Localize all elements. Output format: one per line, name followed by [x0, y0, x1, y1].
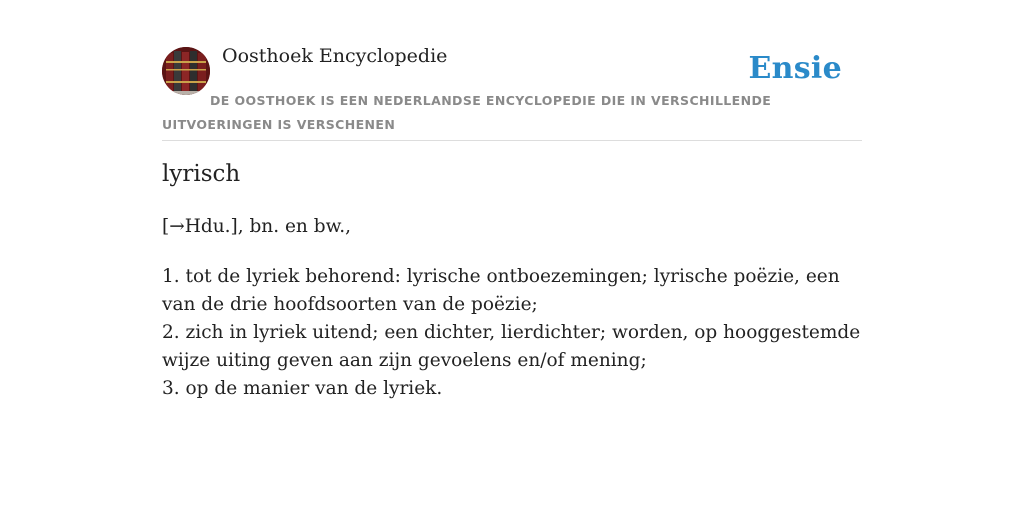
- entry-title: lyrisch: [162, 161, 241, 187]
- page-container: [162, 0, 862, 399]
- definition-item: 3. op de manier van de lyriek.: [162, 378, 443, 399]
- encyclopedia-books-icon[interactable]: [162, 47, 210, 95]
- site-tagline: DE OOSTHOEK IS EEN NEDERLANDSE ENCYCLOPEDIE DIE IN VERSCHILLENDE UITVOERINGEN IS VERSCHENEN: [162, 93, 772, 132]
- entry-definitions: [162, 263, 862, 403]
- site-title-link[interactable]: Oosthoek Encyclopedie: [222, 45, 448, 67]
- brand-logo-link[interactable]: Ensie: [748, 51, 842, 86]
- entry-grammar: [→Hdu.], bn. en bw.,: [162, 216, 351, 237]
- definition-item: 1. tot de lyriek behorend: lyrische ontboezemingen; lyrische poëzie, een van de drie hoofdsoorten van de poëzie;: [162, 266, 840, 315]
- definition-item: 2. zich in lyriek uitend; een dichter, lierdichter; worden, op hooggestemde wijze uiting geven aan zijn gevoelens en/of mening;: [162, 322, 861, 371]
- site-header: [162, 0, 862, 141]
